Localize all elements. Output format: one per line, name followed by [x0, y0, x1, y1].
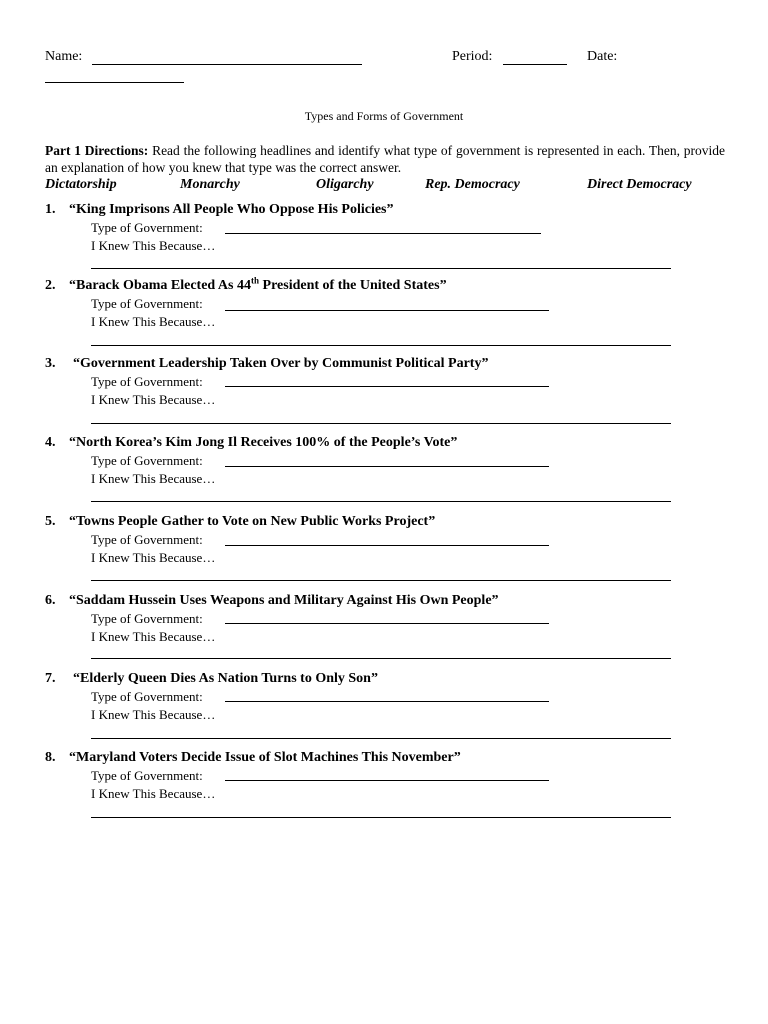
- knew-label: I Knew This Because…: [91, 550, 216, 565]
- question-headline: “Elderly Queen Dies As Nation Turns to Only Son”: [73, 671, 378, 686]
- knew-label: I Knew This Because…: [91, 314, 216, 329]
- question-headline: “North Korea’s Kim Jong Il Receives 100% of the People’s Vote”: [69, 435, 458, 450]
- question-headline: “Towns People Gather to Vote on New Public Works Project”: [69, 514, 436, 529]
- type-answer-line[interactable]: [225, 701, 549, 702]
- explanation-line[interactable]: [91, 580, 671, 581]
- explanation-line[interactable]: [91, 345, 671, 346]
- question-number: 2.: [45, 278, 56, 293]
- question-number: 7.: [45, 671, 56, 686]
- directions-text: Read the following headlines and identify what type of government is represented in each. Then, provide an explanation of how you knew that type was the correct answer.: [45, 143, 725, 175]
- type-label: Type of Government:: [91, 532, 203, 547]
- question-number: 4.: [45, 435, 56, 450]
- option-rep-democracy: Rep. Democracy: [425, 177, 520, 192]
- question-number: 1.: [45, 202, 56, 217]
- type-label: Type of Government:: [91, 611, 203, 626]
- explanation-line[interactable]: [91, 817, 671, 818]
- type-answer-line[interactable]: [225, 233, 541, 234]
- type-label: Type of Government:: [91, 453, 203, 468]
- name-label: Name:: [45, 49, 83, 64]
- type-answer-line[interactable]: [225, 780, 549, 781]
- question-number: 8.: [45, 750, 56, 765]
- knew-label: I Knew This Because…: [91, 238, 216, 253]
- question-headline: “King Imprisons All People Who Oppose His Policies”: [69, 202, 394, 217]
- type-label: Type of Government:: [91, 689, 203, 704]
- type-answer-line[interactable]: [225, 310, 549, 311]
- question-headline: “Maryland Voters Decide Issue of Slot Machines This November”: [69, 750, 461, 765]
- explanation-line[interactable]: [91, 738, 671, 739]
- type-answer-line[interactable]: [225, 466, 549, 467]
- explanation-line[interactable]: [91, 268, 671, 269]
- option-monarchy: Monarchy: [180, 177, 240, 192]
- question-number: 5.: [45, 514, 56, 529]
- question-headline: “Saddam Hussein Uses Weapons and Military Against His Own People”: [69, 593, 499, 608]
- type-label: Type of Government:: [91, 220, 203, 235]
- knew-label: I Knew This Because…: [91, 629, 216, 644]
- question-number: 6.: [45, 593, 56, 608]
- option-direct-democracy: Direct Democracy: [587, 177, 692, 192]
- type-label: Type of Government:: [91, 768, 203, 783]
- directions-label: Part 1 Directions:: [45, 143, 149, 158]
- date-blank[interactable]: [45, 82, 184, 83]
- period-blank[interactable]: [503, 64, 567, 65]
- option-oligarchy: Oligarchy: [316, 177, 374, 192]
- type-answer-line[interactable]: [225, 386, 549, 387]
- type-answer-line[interactable]: [225, 623, 549, 624]
- type-label: Type of Government:: [91, 296, 203, 311]
- government-types: [45, 177, 725, 195]
- page-title: Types and Forms of Government: [304, 109, 464, 123]
- option-dictatorship: Dictatorship: [45, 177, 117, 192]
- question-headline: “Government Leadership Taken Over by Communist Political Party”: [73, 356, 489, 371]
- knew-label: I Knew This Because…: [91, 392, 216, 407]
- knew-label: I Knew This Because…: [91, 786, 216, 801]
- explanation-line[interactable]: [91, 658, 671, 659]
- question-headline: “Barack Obama Elected As 44th President of the United States”: [69, 275, 447, 293]
- question-number: 3.: [45, 356, 56, 371]
- knew-label: I Knew This Because…: [91, 471, 216, 486]
- knew-label: I Knew This Because…: [91, 707, 216, 722]
- explanation-line[interactable]: [91, 423, 671, 424]
- name-blank[interactable]: [92, 64, 362, 65]
- type-answer-line[interactable]: [225, 545, 549, 546]
- period-label: Period:: [452, 49, 493, 64]
- directions: [45, 142, 725, 176]
- explanation-line[interactable]: [91, 501, 671, 502]
- type-label: Type of Government:: [91, 374, 203, 389]
- date-label: Date:: [587, 49, 618, 64]
